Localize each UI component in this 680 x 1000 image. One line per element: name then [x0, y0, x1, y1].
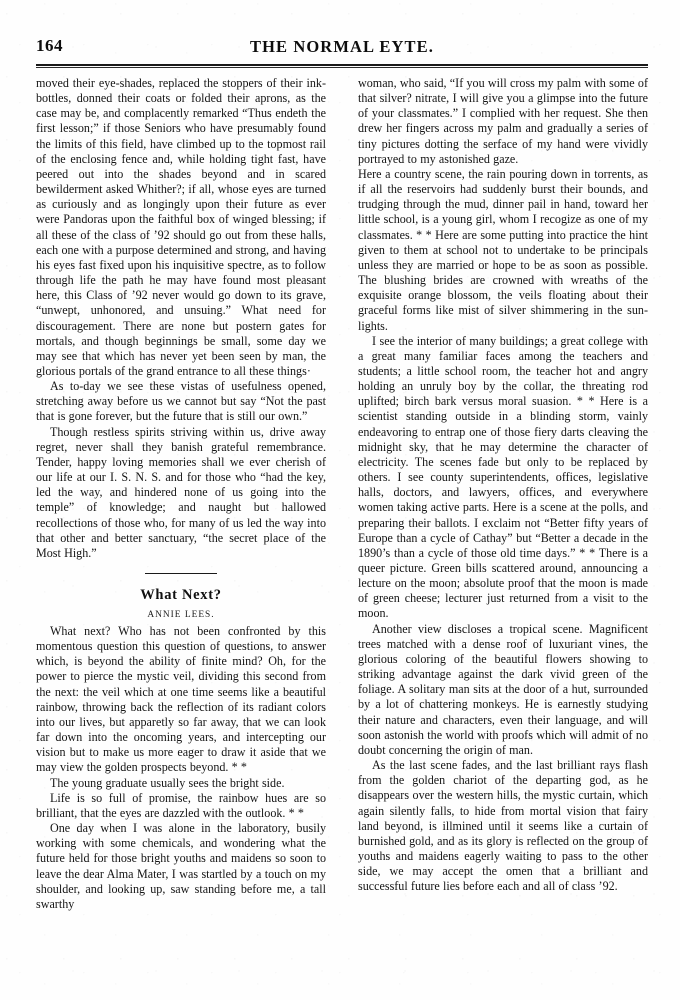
article-byline: ANNIE LEES. — [147, 610, 215, 620]
page-number: 164 — [36, 36, 63, 55]
paragraph: moved their eye-shades, replaced the stoppers of their ink-bottles, donned their coats or folded their aprons, as the case may be, and complacently remarked “Thus endeth the first lesson;” if those Seniors who have presumably found the limits of this field, have climbed up to the topmost rail of the enclosing fence and, while holding tight fast, have peered out into the shades beyond and in scared bewilderment asked Whither?; if all, whose eyes are turned as curiously and as longingly upon their future as ever were Pandoras upon the faithful box of winged blessing; if all these of the class of ’92 should go out from these halls, each one with a purpose determined and strong, and having his eyes fast fixed upon his inquisitive spectre, as to follow through life the path he may have found most pleasant here, this Class of ’92 never would go down to its grave, “unwept, unhonored, and unsuing.” What need for discouragement. There are none but postern gates for mortals, and though beginnings be small, some day we may see that which has never yet been seen by man, the glorious portals of the grand entrance to all these things· — [36, 76, 326, 378]
paragraph: Life is so full of promise, the rainbow hues are so brilliant, that the eyes are dazzled with the outlook. * * — [36, 790, 326, 820]
paragraph: What next? Who has not been confronted by this momentous question this question of questions, to answer which, is beyond the ability of finite mind? Oh, for the power to pierce the mystic veil, dividing this second from the next: the veil which at one time seems like a beautiful rainbow, throwing back the reflection of its radiant colors into our lives, but apparetly so far away, that we can look far down into the oncoming years, and intercepting our vision but to make us more eager to draw it aside that we may view the golden prospects beyond. * * — [36, 624, 326, 775]
paragraph: woman, who said, “If you will cross my palm with some of that silver? nitrate, I will give you a glimpse into the future of your classmates.” I complied with her request. She then drew her fingers across my palm and gradually a series of tiny pictures dotting the serface of my hand were vividly portrayed to my astonished gaze. — [358, 76, 648, 166]
paragraph: The young graduate usually sees the bright side. — [50, 775, 285, 790]
section-divider — [145, 573, 217, 574]
header-rule-thick — [36, 64, 648, 66]
paragraph: As the last scene fades, and the last brilliant rays flash from the golden chariot of the departing god, as he disappears over the western hills, the mystic curtain, which again silently falls, to hide from mortal vision that fairy land beyond, is illmined until it seems like a curtain of burnished gold, and as its glory is reflected on the group of youths and maidens eagerly waiting to pass to the other side, we may accept the omen that a brilliant and successful future lies before each and all of class ’92. — [358, 758, 648, 894]
publication-title: THE NORMAL EYTE. — [249, 37, 434, 56]
paragraph: Though restless spirits striving within us, drive away regret, never shall they banish grateful remembrance. Tender, happy loving memories shall we ever cherish of our life at our I. S. N. S. and for those who “had the key, led the way, and hindered none of us going into the temple” of knowledge; and naught but hallowed recollections of those who, for many of us led the way into that other and better sanctuary, “the secret place of the Most High.” — [36, 424, 326, 560]
body-columns — [36, 76, 648, 976]
running-head — [36, 36, 648, 66]
paragraph: Another view discloses a tropical scene. Magnificent trees matched with a dense roof of luxuriant vines, the glorious coloring of the beautiful flowers showing to striking advantage against the dark vivid green of the foliage. A solitary man sits at the door of a hut, surrounded by a lot of chattering monkeys. He is earnestly studying their nature and characters, even their language, and will soon astonish the world with proofs which will admit of no doubt concerning the origin of man. — [358, 621, 648, 757]
paragraph: I see the interior of many buildings; a great college with a great many familiar faces among the teachers and students; a little school room, the teacher hot and angry holding an unruly boy by the collar, the threating rod uplifted; birch bark versus moral suasion. * * Here is a scientist standing outside in a blinding storm, vainly endeavoring to entrap one of those fiery darts cleaving the midnight sky, that he may determine the character of electricity. The scenes fade but only to be replaced by others. I see county superintendents, offices, legislative halls, doctors, and lawyers, offices, and everywhere women taking active parts. Here is a scene at the polls, and preparing their ballots. I exclaim not “Better fifty years of Europe than a cycle of Cathay” but “Better a decade in the 1890’s than a cycle of those old time days.” * * There is a queer picture. Green bills scattered around, announcing a lecture on the moon; absolute proof that the moon is made of green cheese; lecturer just returned from a visit to the moon. — [358, 333, 648, 621]
header-rule — [36, 64, 648, 68]
paragraph: Here a country scene, the rain pouring down in torrents, as if all the reservoirs had suddenly burst their bounds, and trudging through the mud, dinner pail in hand, toward her little school, is a young girl, whom I recogize as one of my classmates. * * Here are some putting into practice the hint given to them at school not to undertake to be principals unless they are married or hope to be as soon as possible. The blushing brides are crowned with wreaths of the exquisite orange blossom, the veils floating about their graceful forms like mist of silver shimmering in the sun-lights. — [358, 166, 648, 333]
article-title: What Next? — [140, 587, 222, 603]
paragraph: As to-day we see these vistas of usefulness opened, stretching away before us we cannot but say “Not the past that is gone forever, but the future that is still our own.” — [36, 379, 326, 424]
column-left — [36, 76, 326, 912]
header-rule-thin — [36, 67, 648, 68]
column-right — [358, 76, 648, 894]
paragraph: One day when I was alone in the laboratory, busily working with some chemicals, and wondering what the future held for those bright youths and maidens so soon to leave the dear Alma Mater, I was startled by a touch on my shoulder, and looking up, saw standing before me, a tall swarthy — [36, 821, 326, 911]
